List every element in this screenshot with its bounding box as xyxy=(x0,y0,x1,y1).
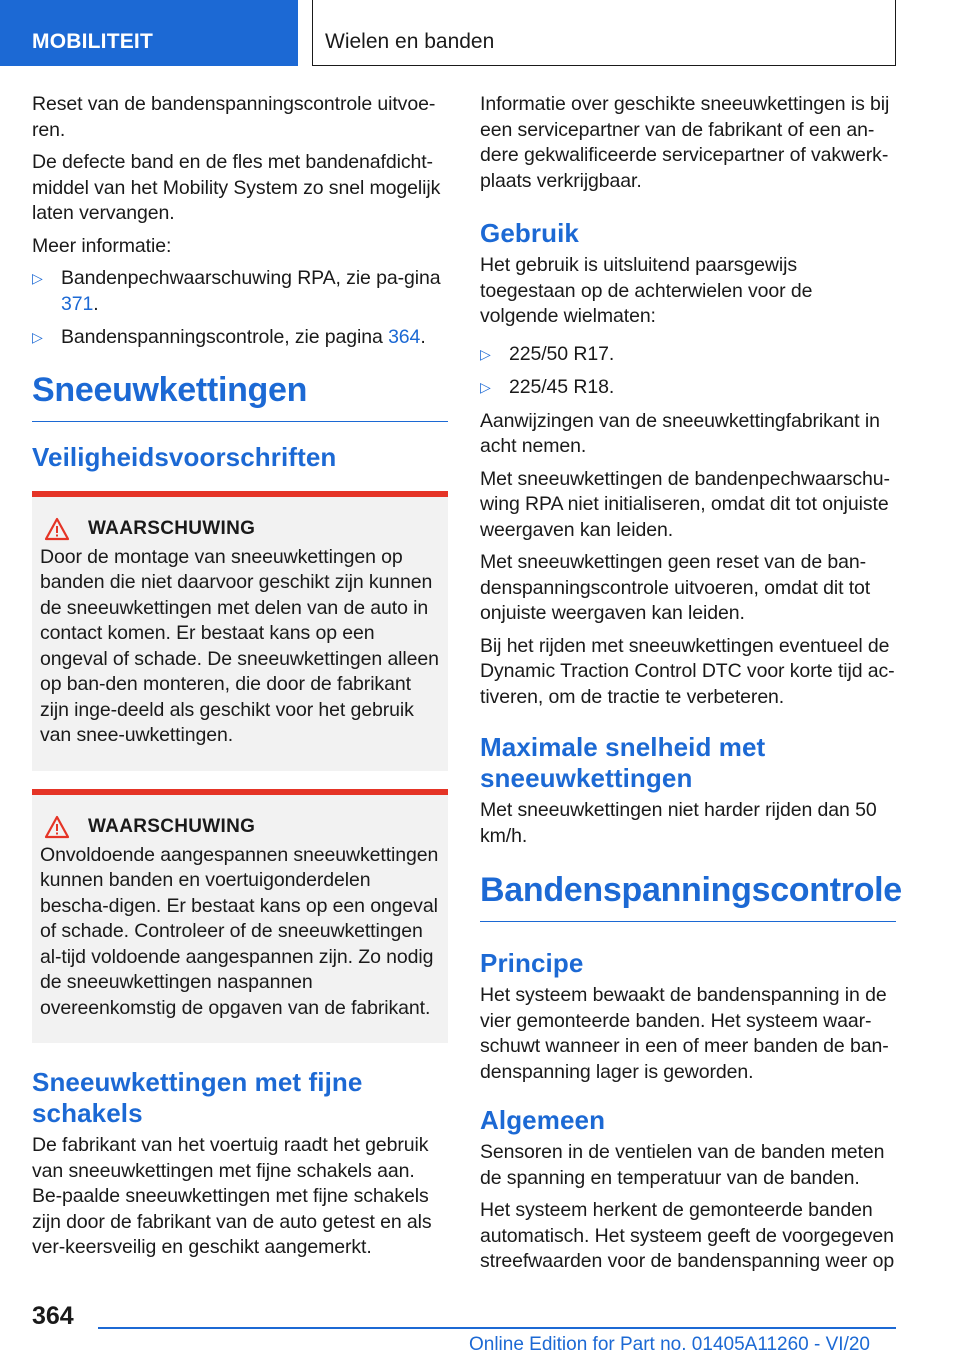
heading-algemeen: Algemeen xyxy=(480,1105,606,1135)
paragraph: Informatie over geschikte sneeuwkettingen is bij een servicepartner van de fabrikant of een an-dere gekwalificeerde servicepartner of vakwerk-plaats verkrijgbaar. xyxy=(480,93,890,192)
paragraph: Het gebruik is uitsluitend paarsgewijs toegestaan op de achterwielen voor de volgende wielmaten: xyxy=(480,254,813,327)
triangle-bullet-icon: ▷ xyxy=(32,329,43,345)
paragraph: Het systeem herkent de gemonteerde banden automatisch. Het systeem geeft de voorgegeven streefwaarden voor de bandenspanning weer op xyxy=(480,1199,895,1272)
list-item: ▷ Bandenspanningscontrole, zie pagina 364. xyxy=(32,325,448,351)
page-link[interactable]: 364 xyxy=(388,326,421,348)
paragraph: De fabrikant van het voertuig raadt het gebruik van sneeuwkettingen met fijne schakels aan. Be-paalde sneeuwkettingen met fijne schakels zijn door de fabrikant van de auto getest en als ver-keersveilig en geschikt aangemerkt. xyxy=(32,1134,432,1258)
warning-box xyxy=(32,789,448,1044)
warning-triangle-icon xyxy=(44,815,70,839)
paragraph: Met sneeuwkettingen niet harder rijden dan 50 km/h. xyxy=(480,799,877,847)
paragraph: Bij het rijden met sneeuwkettingen eventueel de Dynamic Traction Control DTC voor korte tijd ac-tiveren, om de tractie te verbeteren. xyxy=(480,634,895,708)
heading-bandenspanningscontrole: Bandenspanningscontrole xyxy=(480,871,896,922)
warning-title: WAARSCHUWING xyxy=(88,517,256,539)
paragraph: Sensoren in de ventielen van de banden meten de spanning en temperatuur van de banden. xyxy=(480,1141,885,1189)
warning-box xyxy=(32,491,448,771)
heading-principe: Principe xyxy=(480,948,584,978)
size-list xyxy=(480,342,896,401)
paragraph: Met sneeuwkettingen geen reset van de ban-denspanningscontrole uitvoeren, omdat dit tot onjuiste weergaven kan leiden. xyxy=(480,551,871,624)
reference-list xyxy=(32,266,448,351)
list-item: ▷ 225/45 R18. xyxy=(480,375,896,401)
heading-sneeuwkettingen: Sneeuwkettingen xyxy=(32,371,448,422)
paragraph: De defecte band en de fles met bandenafdicht-middel van het Mobility System zo snel mogelijk laten vervangen. xyxy=(32,151,441,224)
triangle-bullet-icon: ▷ xyxy=(480,345,491,362)
paragraph: Met sneeuwkettingen de bandenpechwaarschu-wing RPA niet initialiseren, omdat dit tot onjuiste weergaven kan leiden. xyxy=(480,467,890,541)
page-number: 364 xyxy=(32,1302,74,1330)
left-column xyxy=(32,92,448,1268)
heading-gebruik: Gebruik xyxy=(480,218,579,248)
footer-divider xyxy=(98,1327,896,1329)
warning-title: WAARSCHUWING xyxy=(88,815,256,837)
triangle-bullet-icon: ▷ xyxy=(480,379,491,395)
section-tab: MOBILITEIT xyxy=(0,0,298,66)
chapter-title: Wielen en banden xyxy=(312,0,896,66)
list-item: ▷ Bandenpechwaarschuwing RPA, zie pa-gina 371. xyxy=(32,267,441,315)
page-link[interactable]: 371 xyxy=(61,292,94,315)
right-column xyxy=(480,92,902,1282)
paragraph: Meer informatie: xyxy=(32,234,172,257)
list-item: ▷ 225/50 R17. xyxy=(480,342,896,368)
paragraph: Het systeem bewaakt de bandenspanning in de vier gemonteerde banden. Het systeem waar-schuwt wanneer in een of meer banden de ban-denspanning lager is geworden. xyxy=(480,984,889,1083)
heading-maximale-snelheid: Maximale snelheid met sneeuwkettingen xyxy=(480,732,766,793)
warning-triangle-icon xyxy=(44,517,70,541)
warning-text: Door de montage van sneeuwkettingen op banden die niet daarvoor geschikt zijn kunnen de sneeuwkettingen met delen van de auto in contact komen. Er bestaat kans op een ongeval of schade. De sneeuwkettingen alleen op ban-den monteren, die door de fabrikant zijn inge-deeld als geschikt voor het gebruik van snee-uwkettingen. xyxy=(40,545,439,746)
triangle-bullet-icon: ▷ xyxy=(32,270,43,286)
heading-fijne-schakels: Sneeuwkettingen met fijne schakels xyxy=(32,1067,363,1128)
warning-text: Onvoldoende aangespannen sneeuwkettingen kunnen banden en voertuigonderdelen bescha-digen. Er bestaat kans op een ongeval of schade. Controleer of de sneeuwkettingen al-tijd voldoende aangespannen zijn. Zo nodig de sneeuwkettingen naspannen overeenkomstig de opgaven van de fabrikant. xyxy=(40,843,439,1019)
paragraph: Aanwijzingen van de sneeuwkettingfabrikant in acht nemen. xyxy=(480,409,880,457)
heading-veiligheid: Veiligheidsvoorschriften xyxy=(32,441,337,472)
edition-note: Online Edition for Part no. 01405A11260 - VI/20 xyxy=(468,1334,870,1355)
paragraph: Reset van de bandenspanningscontrole uitvoe-ren. xyxy=(32,93,436,141)
